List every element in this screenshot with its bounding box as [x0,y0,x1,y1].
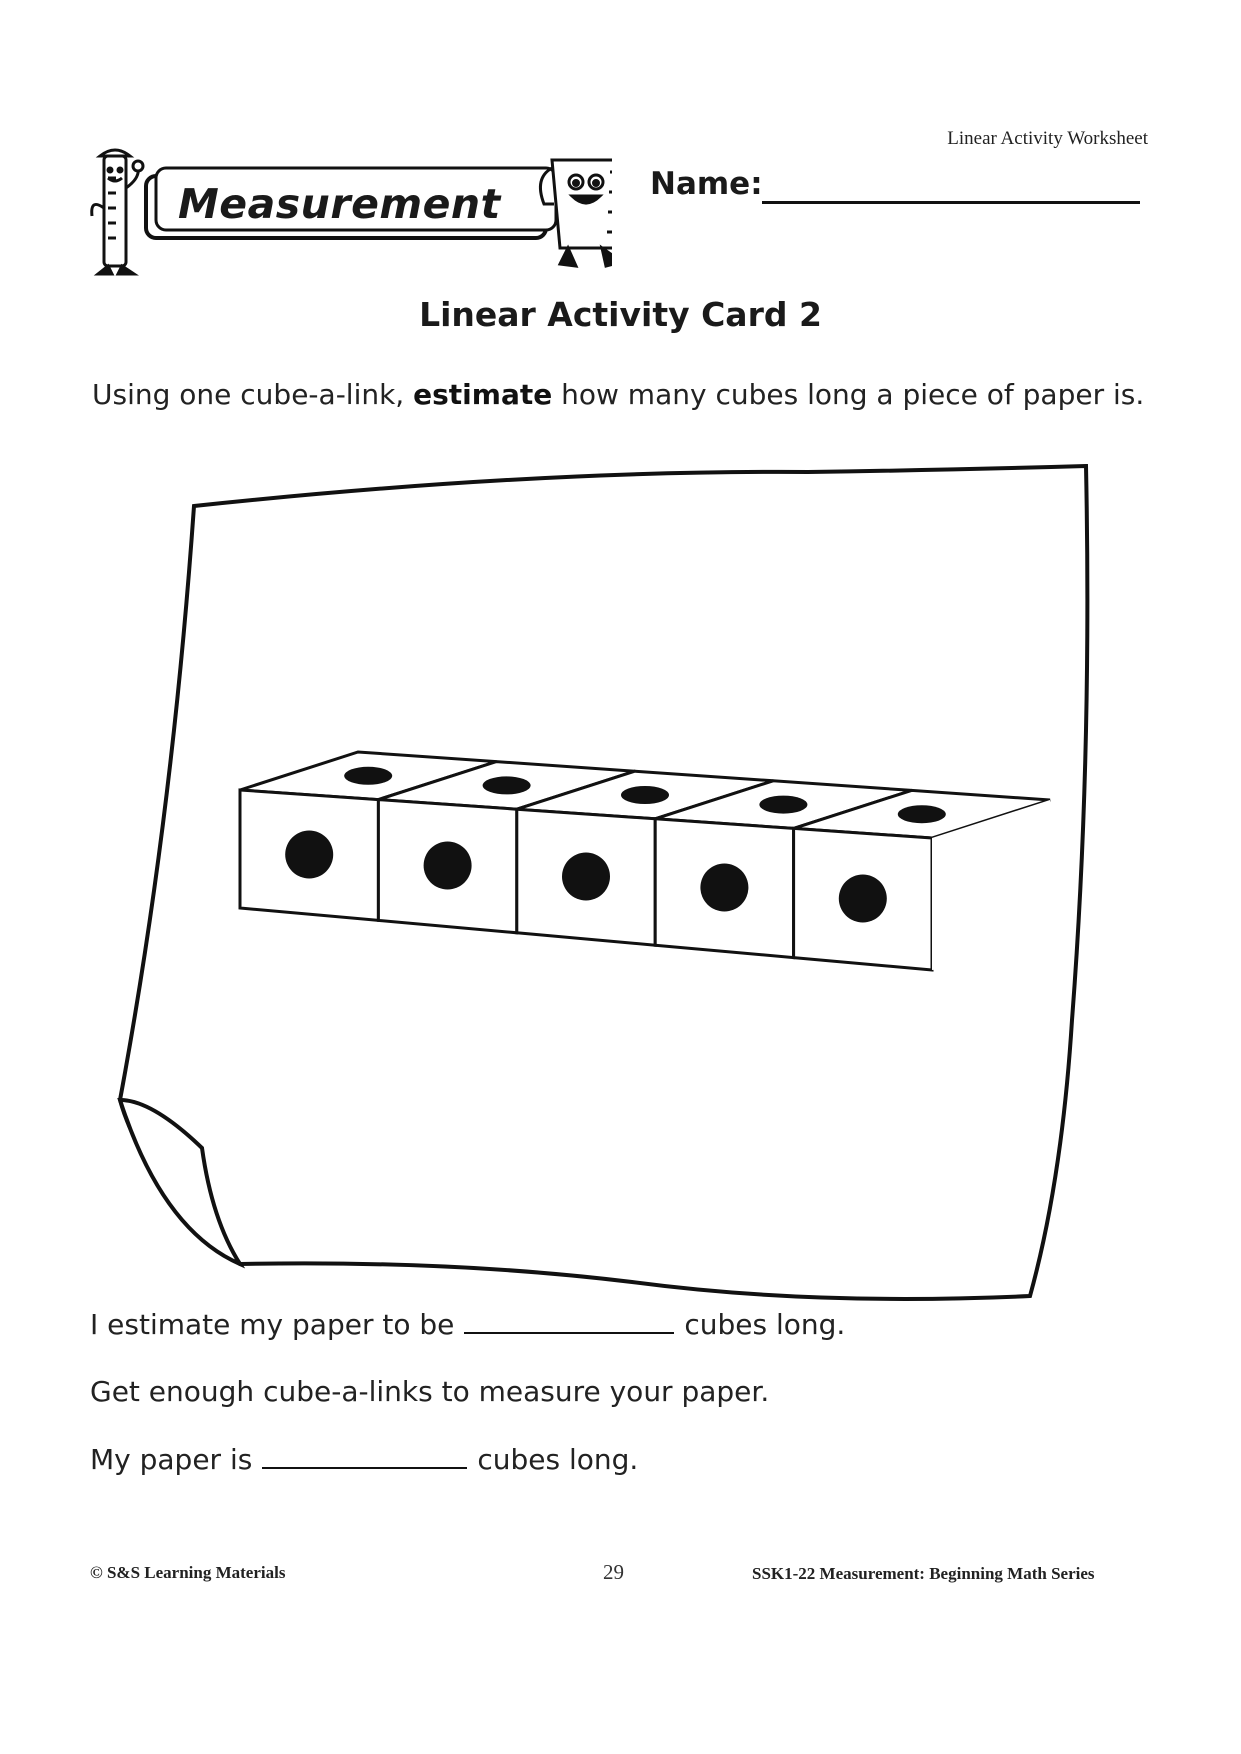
cube-top-hole [898,805,946,823]
cube-front-dot [700,864,748,912]
footer-copyright: © S&S Learning Materials [90,1563,286,1582]
name-answer-line[interactable] [762,201,1140,204]
instruction-text [92,378,1144,411]
cube-front-dot [424,842,472,890]
worksheet-type-label: Linear Activity Worksheet [947,128,1148,149]
get-cubes-instruction: Get enough cube-a-links to measure your paper. [90,1375,770,1408]
measure-line-before: My paper is [90,1443,253,1476]
ruler-mascot-icon [92,150,143,274]
name-label: Name: [650,166,763,202]
cube-top-hole [759,796,807,814]
banner-title: Measurement [178,180,501,228]
paper-illustration [112,460,1102,1320]
cube-top-hole [621,786,669,804]
estimate-line [90,1308,845,1341]
measure-answer-blank[interactable] [262,1445,467,1469]
measure-line [90,1443,638,1476]
instruction-after: how many cubes long a piece of paper is. [552,378,1145,411]
card-title: Linear Activity Card 2 [419,295,822,334]
measure-line-after: cubes long. [477,1443,639,1476]
footer-series: SSK1-22 Measurement: Beginning Math Series [752,1564,1095,1583]
estimate-line-before: I estimate my paper to be [90,1308,455,1341]
cube-front-dot [839,875,887,923]
instruction-emphasis: estimate [413,378,553,411]
cube-top-hole [344,767,392,785]
cube-front-dot [285,831,333,879]
estimate-line-after: cubes long. [684,1308,846,1341]
instruction-before: Using one cube-a-link, [92,378,414,411]
estimate-answer-blank[interactable] [464,1310,674,1334]
cube-front-dot [562,853,610,901]
page-number: 29 [603,1560,624,1584]
cube-top-hole [483,776,531,794]
